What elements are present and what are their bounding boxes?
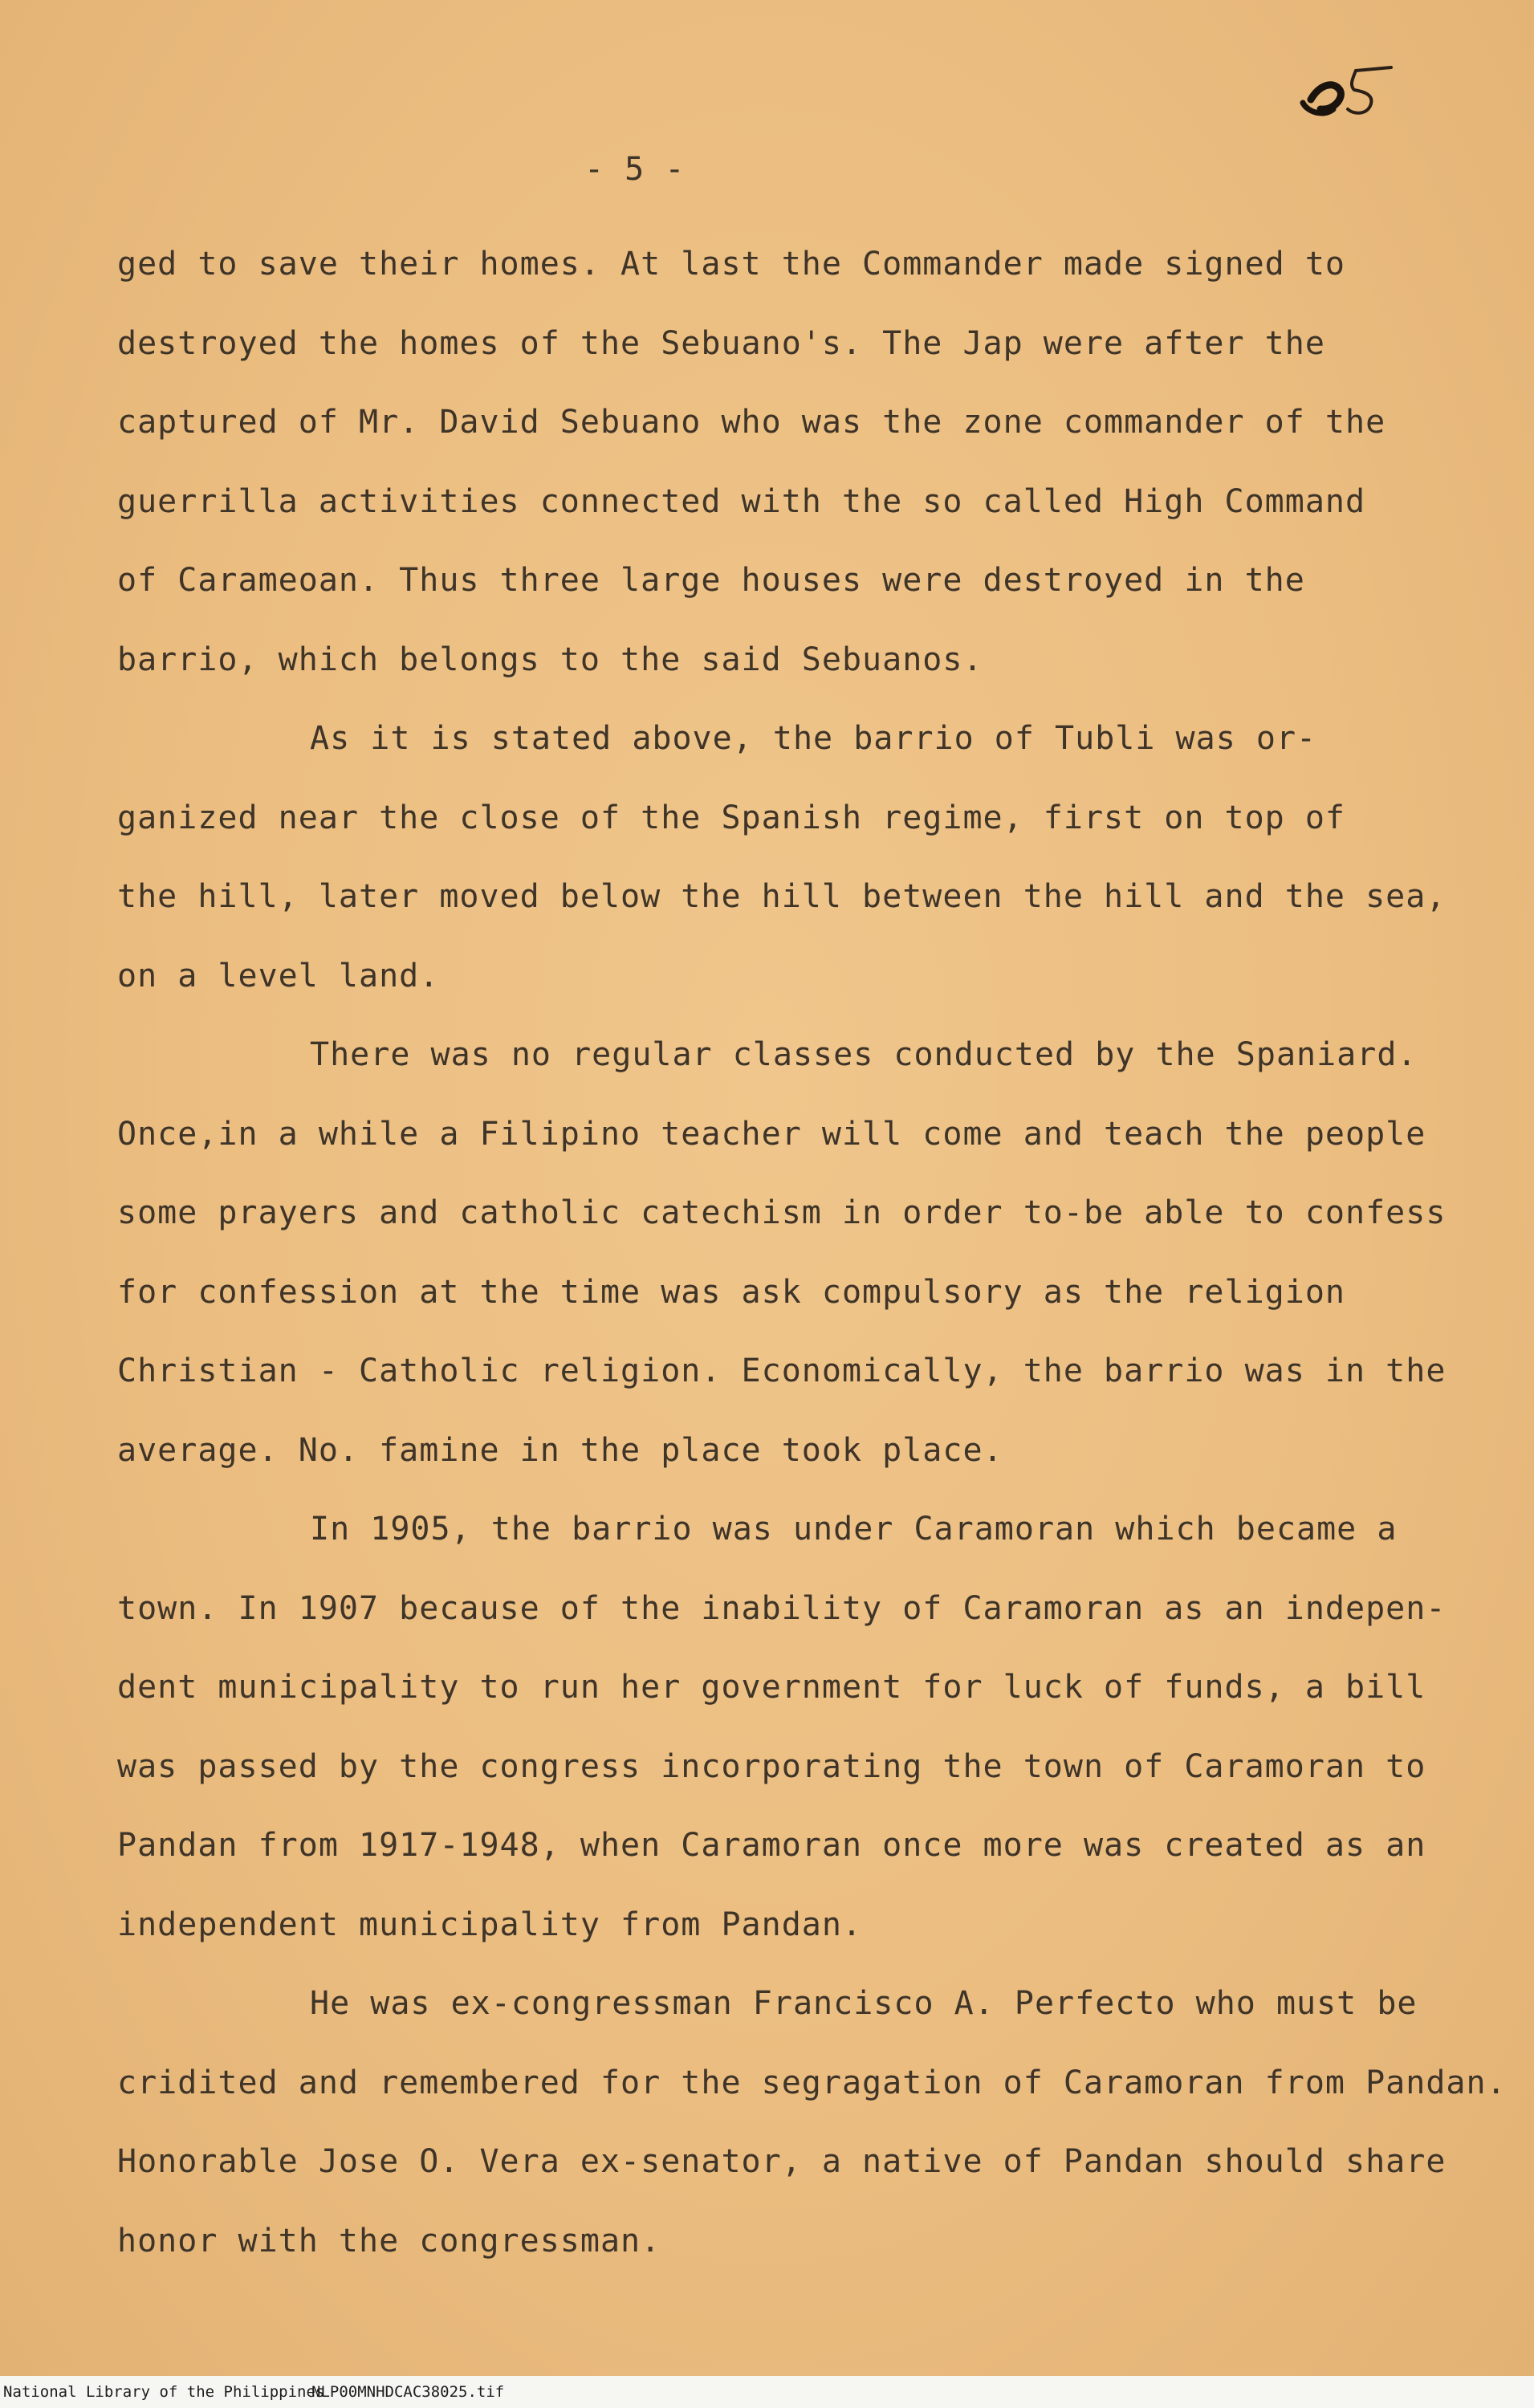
text-line: Once,in a while a Filipino teacher will come and teach the people (117, 1115, 1426, 1153)
page-number: - 5 - (584, 151, 686, 188)
text-line: Pandan from 1917-1948, when Caramoran once more was created as an (117, 1827, 1426, 1864)
text-line: was passed by the congress incorporating the town of Caramoran to (117, 1747, 1426, 1785)
text-line: dent municipality to run her government for luck of funds, a bill (117, 1669, 1426, 1706)
paragraph-start-line: He was ex-congressman Francisco A. Perfecto who must be (310, 1985, 1418, 2022)
paragraph-start-line: There was no regular classes conducted by the Spaniard. (310, 1036, 1418, 1073)
text-line: guerrilla activities connected with the so called High Command (117, 482, 1366, 520)
text-line: captured of Mr. David Sebuano who was the zone commander of the (117, 404, 1386, 441)
paragraph-start-line: In 1905, the barrio was under Caramoran which became a (310, 1511, 1398, 1548)
text-line: on a level land. (117, 957, 440, 995)
text-line: some prayers and catholic catechism in order to-be able to confess (117, 1194, 1447, 1231)
text-line: Honorable Jose O. Vera ex-senator, a native of Pandan should share (117, 2143, 1447, 2180)
text-line: the hill, later moved below the hill between the hill and the sea, (117, 878, 1447, 915)
footer-filename: NLP00MNHDCAC38025.tif (311, 2383, 505, 2401)
text-line: ged to save their homes. At last the Commander made signed to (117, 246, 1346, 283)
text-line: of Carameoan. Thus three large houses were destroyed in the (117, 562, 1305, 599)
text-line: for confession at the time was ask compulsory as the religion (117, 1273, 1346, 1311)
text-line: town. In 1907 because of the inability of Caramoran as an indepen- (117, 1589, 1447, 1627)
text-line: Christian - Catholic religion. Economically, the barrio was in the (117, 1352, 1447, 1389)
text-line: cridited and remembered for the segragation of Caramoran from Pandan. (117, 2064, 1507, 2101)
paragraph-start-line: As it is stated above, the barrio of Tubli was or- (310, 720, 1317, 757)
text-line: ganized near the close of the Spanish regime, first on top of (117, 799, 1346, 836)
text-line: independent municipality from Pandan. (117, 1906, 863, 1943)
text-line: average. No. famine in the place took place. (117, 1431, 1003, 1469)
text-line: barrio, which belongs to the said Sebuanos. (117, 641, 983, 678)
typed-text-body (117, 225, 1507, 2280)
archive-footer (0, 2376, 1534, 2408)
text-line: honor with the congressman. (117, 2222, 661, 2260)
handwritten-page-mark (1296, 53, 1401, 125)
footer-library-name: National Library of the Philippines (3, 2383, 325, 2401)
text-line: destroyed the homes of the Sebuano's. The Jap were after the (117, 324, 1325, 362)
